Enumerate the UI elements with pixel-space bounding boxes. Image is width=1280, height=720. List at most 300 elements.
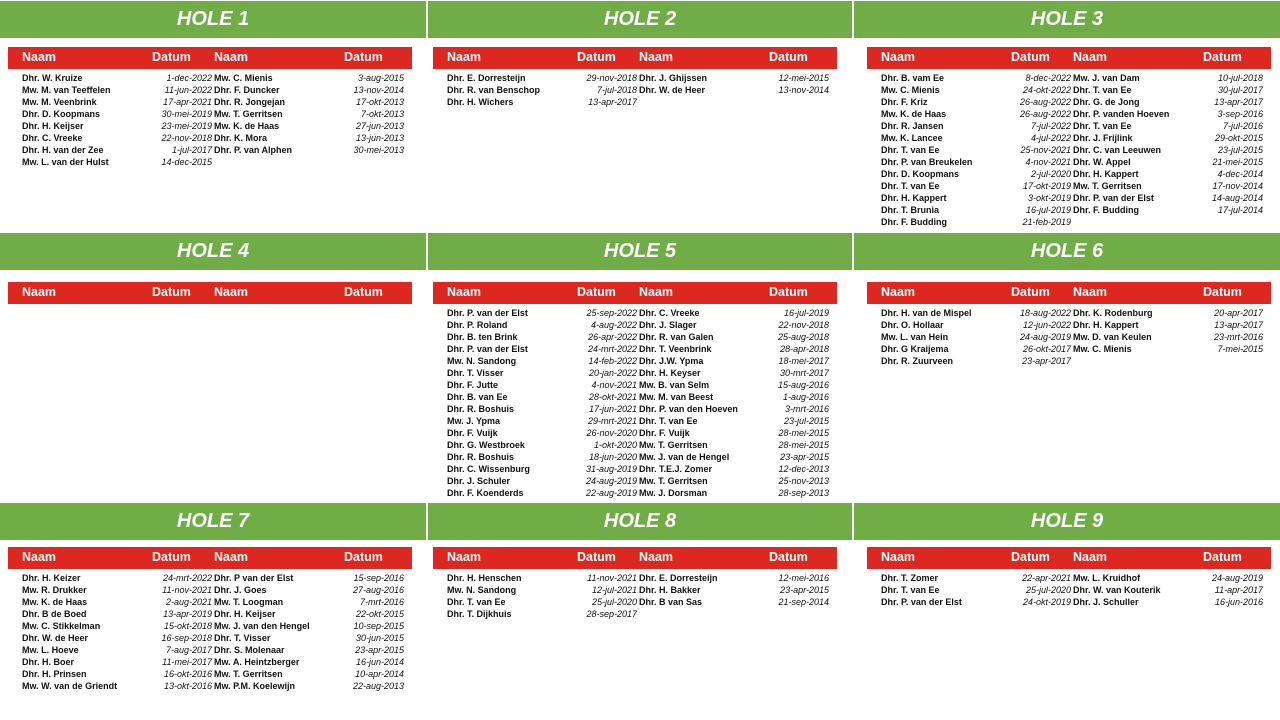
hole-in-one-date: 25-jul-2020 [591,597,637,607]
player-name: Mw. K. de Haas [214,121,280,131]
table-row [881,120,1071,132]
table-row [639,584,829,596]
table-row [881,156,1071,168]
hole-in-one-date: 12-dec-2013 [778,464,829,474]
table-row [447,319,637,331]
player-name: Dhr. H. Wichers [447,97,514,107]
hole-in-one-date: 24-aug-2019 [585,476,637,486]
hole-in-one-date: 13-nov-2014 [353,85,404,95]
hole-in-one-date: 16-jun-2016 [1214,597,1263,607]
hole-in-one-date: 24-aug-2019 [1019,332,1071,342]
player-name: Dhr. B van Sas [639,597,703,607]
hole-in-one-date: 15-aug-2016 [777,380,829,390]
table-row [447,608,637,620]
hole-in-one-date: 24-okt-2022 [1022,85,1071,95]
table-row [447,463,637,475]
player-name: Dhr. H. Boer [22,657,75,667]
player-name: Dhr. B. ten Brink [447,332,518,342]
table-header [433,282,837,304]
hole-table [867,47,1271,227]
name-column-header: Naam [214,50,249,64]
table-header [433,47,837,69]
hole-in-one-date: 20-apr-2017 [1214,308,1263,318]
name-column-header: Naam [447,285,482,299]
player-name: Mw. D. van Keulen [1073,332,1152,342]
hole-in-one-date: 28-mei-2015 [778,440,829,450]
table-row [639,463,829,475]
date-column-header: Datum [344,285,383,299]
hole-title: HOLE 9 [854,503,1280,540]
right-column [1073,572,1263,608]
table-row [1073,596,1263,608]
table-row [447,72,637,84]
date-column-header: Datum [1203,285,1242,299]
player-name: Dhr. G Kraijema [881,344,949,354]
table-row [214,120,404,132]
hole-in-one-date: 2-jul-2020 [1030,169,1071,179]
hole-in-one-date: 2-aug-2021 [165,597,212,607]
hole-in-one-date: 17-okt-2019 [1022,181,1071,191]
hole-in-one-date: 22-apr-2021 [1022,573,1071,583]
hole-in-one-date: 23-apr-2015 [780,585,829,595]
hole-in-one-date: 3-aug-2015 [357,73,404,83]
player-name: Dhr. F. Jutte [447,380,499,390]
table-row [881,72,1071,84]
table-row [1073,120,1263,132]
hole-in-one-date: 11-jun-2022 [164,85,212,95]
player-name: Dhr. H. Prinsen [22,669,87,679]
table-row [22,620,212,632]
player-name: Dhr. T. van Ee [639,416,698,426]
player-name: Dhr. C. Wissenburg [447,464,530,474]
player-name: Dhr. R. Jongejan [214,97,286,107]
date-column-header: Datum [577,285,616,299]
player-name: Dhr. T. Visser [447,368,504,378]
hole-in-one-date: 16-okt-2016 [163,669,212,679]
hole-in-one-date: 10-sep-2015 [353,621,404,631]
table-row [881,180,1071,192]
right-column [1073,307,1263,355]
player-name: Mw. C. Mienis [214,73,273,83]
table-row [447,367,637,379]
table-row [881,307,1071,319]
player-name: Dhr. J. Goes [214,585,267,595]
player-name: Dhr. R. Jansen [881,121,944,131]
hole-in-one-date: 15-sep-2016 [353,573,404,583]
hole-in-one-date: 14-feb-2022 [588,356,637,366]
hole-in-one-date: 25-aug-2018 [777,332,829,342]
hole-in-one-date: 15-okt-2018 [163,621,212,631]
player-name: Dhr. P. vanden Hoeven [1073,109,1170,119]
hole-in-one-date: 28-sep-2017 [586,609,637,619]
hole-table [8,47,412,167]
date-column-header: Datum [1203,550,1242,564]
player-name: Dhr. J. Ghijssen [639,73,708,83]
player-name: Dhr. H. Kappert [1073,169,1139,179]
player-name: Dhr. H. Keijser [214,609,276,619]
hole-in-one-date: 13-nov-2014 [778,85,829,95]
player-name: Dhr. R. van Galen [639,332,714,342]
date-column-header: Datum [152,50,191,64]
name-column-header: Naam [22,285,57,299]
table-row [214,680,404,692]
player-name: Dhr. W. de Heer [639,85,706,95]
hole-in-one-date: 7-aug-2017 [165,645,212,655]
table-row [214,632,404,644]
table-row [22,680,212,692]
table-row [22,668,212,680]
date-column-header: Datum [1203,50,1242,64]
player-name: Dhr. T. Brunia [881,205,940,215]
player-name: Mw. P.M. Koelewijn [214,681,296,691]
hole-in-one-date: 26-aug-2022 [1019,109,1071,119]
hole-in-one-date: 17-jun-2021 [588,404,637,414]
player-name: Dhr. T. Dijkhuis [447,609,512,619]
hole-in-one-date: 10-jul-2018 [1217,73,1263,83]
date-column-header: Datum [577,50,616,64]
table-row [214,584,404,596]
table-row [639,427,829,439]
player-name: Mw. W. van de Griendt [22,681,118,691]
hole-table [433,47,837,107]
hole-in-one-date: 11-nov-2021 [162,585,212,595]
player-name: Mw. M. Veenbrink [22,97,97,107]
player-name: Mw. L. Kruidhof [1073,573,1141,583]
hole-in-one-date: 4-nov-2021 [1025,157,1071,167]
table-row [214,96,404,108]
table-header [867,282,1271,304]
player-name: Mw. R. Drukker [22,585,87,595]
player-name: Dhr. P. van der Elst [447,344,528,354]
table-row [1073,180,1263,192]
right-column [214,72,404,156]
player-name: Mw. L. van Hein [881,332,949,342]
left-column [22,72,212,168]
table-row [1073,72,1263,84]
hole-in-one-date: 12-jun-2022 [1022,320,1071,330]
hole-in-one-date: 22-aug-2013 [352,681,404,691]
table-row [881,319,1071,331]
player-name: Mw. T. Gerritsen [214,669,283,679]
table-row [639,331,829,343]
hole-in-one-date: 18-mei-2017 [778,356,829,366]
hole-in-one-date: 24-mrt-2022 [587,344,637,354]
hole-table [8,282,412,307]
table-row [22,156,212,168]
table-row [22,120,212,132]
hole-title: HOLE 2 [428,1,852,38]
table-row [447,451,637,463]
hole-title: HOLE 7 [0,503,426,540]
table-row [1073,156,1263,168]
table-row [447,355,637,367]
player-name: Dhr. E. Dorresteijn [639,573,718,583]
player-name: Dhr. P. Roland [447,320,508,330]
hole-in-one-date: 13-jun-2013 [355,133,404,143]
table-row [881,331,1071,343]
table-row [1073,192,1263,204]
player-name: Mw. A. Heintzberger [214,657,300,667]
hole-in-one-date: 3-mrt-2016 [784,404,829,414]
table-header [867,547,1271,569]
hole-in-one-date: 7-jul-2016 [1222,121,1263,131]
player-name: Dhr. F. Budding [1073,205,1139,215]
hole-in-one-date: 13-apr-2017 [588,97,637,107]
hole-in-one-date: 16-jun-2014 [355,657,404,667]
hole-in-one-date: 3-okt-2019 [1027,193,1071,203]
hole-in-one-date: 4-jul-2022 [1030,133,1071,143]
player-name: Dhr. H. Bakker [639,585,701,595]
hole-in-one-date: 30-mei-2019 [161,109,212,119]
player-name: Dhr. H. Kappert [881,193,947,203]
hole-in-one-date: 22-okt-2015 [355,609,404,619]
hole-in-one-date: 29-nov-2018 [586,73,637,83]
table-row [447,403,637,415]
date-column-header: Datum [344,50,383,64]
player-name: Dhr. W. van Kouterik [1073,585,1161,595]
player-name: Dhr. H. van de Mispel [881,308,972,318]
hole-in-one-date: 3-sep-2016 [1217,109,1263,119]
name-column-header: Naam [881,50,916,64]
player-name: Dhr. C. van Leeuwen [1073,145,1162,155]
player-name: Dhr. J. Schuler [447,476,511,486]
table-row [639,596,829,608]
name-column-header: Naam [1073,285,1108,299]
hole-in-one-date: 25-sep-2022 [586,308,637,318]
table-row [1073,108,1263,120]
hole-header-band [0,1,1280,38]
hole-in-one-date: 12-mei-2016 [778,573,829,583]
hole-in-one-date: 30-mrt-2017 [779,368,829,378]
hole-in-one-date: 23-apr-2015 [355,645,404,655]
hole-in-one-date: 1-jul-2017 [171,145,212,155]
hole-in-one-date: 14-dec-2015 [161,157,212,167]
left-column [447,307,637,499]
hole-in-one-date: 30-jun-2015 [355,633,404,643]
player-name: Dhr. E. Dorresteijn [447,73,526,83]
hole-in-one-date: 13-apr-2019 [163,609,212,619]
hole-in-one-date: 23-apr-2015 [780,452,829,462]
table-row [447,307,637,319]
player-name: Mw. T. Loogman [214,597,284,607]
table-row [447,84,637,96]
player-name: Dhr. P. van der Elst [447,308,528,318]
player-name: Mw. K. de Haas [22,597,88,607]
hole-in-one-date: 28-sep-2013 [778,488,829,498]
hole-table [867,282,1271,366]
table-row [881,108,1071,120]
table-row [639,84,829,96]
player-name: Dhr. T. van Ee [1073,121,1132,131]
hole-in-one-date: 23-mei-2019 [161,121,212,131]
hole-in-one-date: 22-aug-2019 [585,488,637,498]
hole-in-one-date: 11-mei-2017 [162,657,212,667]
table-row [881,584,1071,596]
right-column [639,72,829,96]
hole-in-one-date: 14-aug-2014 [1211,193,1263,203]
table-row [22,596,212,608]
player-name: Dhr. H. van der Zee [22,145,104,155]
table-row [214,72,404,84]
player-name: Mw. T. Gerritsen [1073,181,1142,191]
hole-title: HOLE 3 [854,1,1280,38]
player-name: Dhr. J. Slager [639,320,697,330]
player-name: Dhr. W. de Heer [22,633,89,643]
player-name: Dhr. R. Zuurveen [881,356,954,366]
hole-in-one-date: 28-mei-2015 [778,428,829,438]
player-name: Mw. J. van Dam [1073,73,1140,83]
table-row [447,331,637,343]
player-name: Dhr. P. van Breukelen [881,157,973,167]
hole-in-one-date: 17-jul-2014 [1217,205,1263,215]
name-column-header: Naam [214,285,249,299]
player-name: Dhr. T.E.J. Zomer [639,464,713,474]
table-row [881,343,1071,355]
player-name: Mw. J. Ypma [447,416,501,426]
right-column [1073,72,1263,216]
player-name: Dhr. G. de Jong [1073,97,1140,107]
hole-in-one-date: 13-apr-2017 [1214,320,1263,330]
table-row [639,307,829,319]
table-row [214,108,404,120]
player-name: Mw. N. Sandong [447,356,517,366]
table-row [639,439,829,451]
table-row [1073,144,1263,156]
hole-in-one-date: 27-jun-2013 [355,121,404,131]
player-name: Mw. C. Mienis [881,85,940,95]
name-column-header: Naam [22,550,57,564]
table-row [639,572,829,584]
player-name: Dhr. K. Mora [214,133,268,143]
hole-in-one-date: 1-okt-2020 [593,440,637,450]
table-row [639,379,829,391]
player-name: Mw. C. Mienis [1073,344,1132,354]
table-row [881,144,1071,156]
table-row [214,608,404,620]
table-row [1073,204,1263,216]
hole-in-one-date: 21-feb-2019 [1022,217,1071,227]
table-row [1073,307,1263,319]
hole-in-one-date: 31-aug-2019 [585,464,637,474]
name-column-header: Naam [639,550,674,564]
hole-in-one-date: 23-mrt-2016 [1213,332,1263,342]
hole-in-one-date: 23-jul-2015 [1217,145,1263,155]
table-row [1073,343,1263,355]
table-row [1073,584,1263,596]
hole-title: HOLE 6 [854,233,1280,270]
hole-in-one-date: 12-mei-2015 [778,73,829,83]
table-row [1073,319,1263,331]
player-name: Dhr. D. Koopmans [881,169,960,179]
player-name: Mw. T. Gerritsen [639,440,708,450]
hole-in-one-date: 1-dec-2022 [166,73,212,83]
table-row [639,343,829,355]
hole-in-one-date: 7-jul-2018 [596,85,637,95]
name-column-header: Naam [639,285,674,299]
name-column-header: Naam [881,285,916,299]
table-row [22,632,212,644]
player-name: Dhr. F. Vuijk [447,428,498,438]
player-name: Mw. K. de Haas [881,109,947,119]
player-name: Dhr. C. Vreeke [639,308,700,318]
hole-in-one-date: 13-okt-2016 [163,681,212,691]
table-row [214,572,404,584]
player-name: Dhr. P. van Alphen [214,145,293,155]
table-row [639,319,829,331]
player-name: Mw. M. van Teeffelen [22,85,111,95]
table-row [447,475,637,487]
table-row [881,84,1071,96]
left-column [447,572,637,620]
hole-in-one-date: 16-sep-2018 [161,633,212,643]
hole-in-one-date: 30-mei-2013 [353,145,404,155]
table-row [214,644,404,656]
table-row [447,596,637,608]
hole-header-band [0,233,1280,270]
date-column-header: Datum [769,285,808,299]
table-row [1073,331,1263,343]
table-row [214,620,404,632]
table-row [447,439,637,451]
hole-in-one-date: 4-dec-2014 [1217,169,1263,179]
table-row [447,415,637,427]
hole-title: HOLE 1 [0,1,426,38]
player-name: Mw. L. van der Hulst [22,157,109,167]
player-name: Dhr. T. van Ee [881,145,940,155]
player-name: Dhr. P van der Elst [214,573,294,583]
player-name: Dhr. H. Henschen [447,573,522,583]
player-name: Dhr. K. Rodenburg [1073,308,1153,318]
left-column [22,572,212,692]
table-header [8,282,412,304]
player-name: Dhr. W. Kruize [22,73,83,83]
hole-in-one-date: 10-apr-2014 [355,669,404,679]
hole-in-one-date: 18-jun-2020 [588,452,637,462]
player-name: Dhr. S. Molenaar [214,645,285,655]
name-column-header: Naam [22,50,57,64]
table-row [639,72,829,84]
hole-in-one-date: 24-aug-2019 [1211,573,1263,583]
hole-in-one-date: 8-dec-2022 [1025,73,1071,83]
table-row [881,132,1071,144]
hole-title: HOLE 4 [0,233,426,270]
player-name: Dhr. W. Appel [1073,157,1131,167]
table-row [639,403,829,415]
hole-in-one-date: 13-apr-2017 [1214,97,1263,107]
left-column [881,307,1071,367]
table-row [22,644,212,656]
player-name: Mw. J. van den Hengel [214,621,310,631]
hole-in-one-date: 11-apr-2017 [1214,585,1263,595]
table-row [447,572,637,584]
table-row [881,596,1071,608]
table-row [22,608,212,620]
player-name: Dhr. D. Koopmans [22,109,101,119]
player-name: Mw. N. Sandong [447,585,517,595]
table-row [22,572,212,584]
date-column-header: Datum [769,550,808,564]
player-name: Dhr. H. Keizer [22,573,81,583]
table-row [22,132,212,144]
table-row [447,379,637,391]
table-row [881,216,1071,228]
date-column-header: Datum [1011,285,1050,299]
player-name: Dhr. F. Koenderds [447,488,524,498]
player-name: Dhr. P. van den Hoeven [639,404,738,414]
player-name: Dhr. R. Boshuis [447,452,515,462]
hole-in-one-date: 24-mrt-2022 [162,573,212,583]
table-row [1073,572,1263,584]
